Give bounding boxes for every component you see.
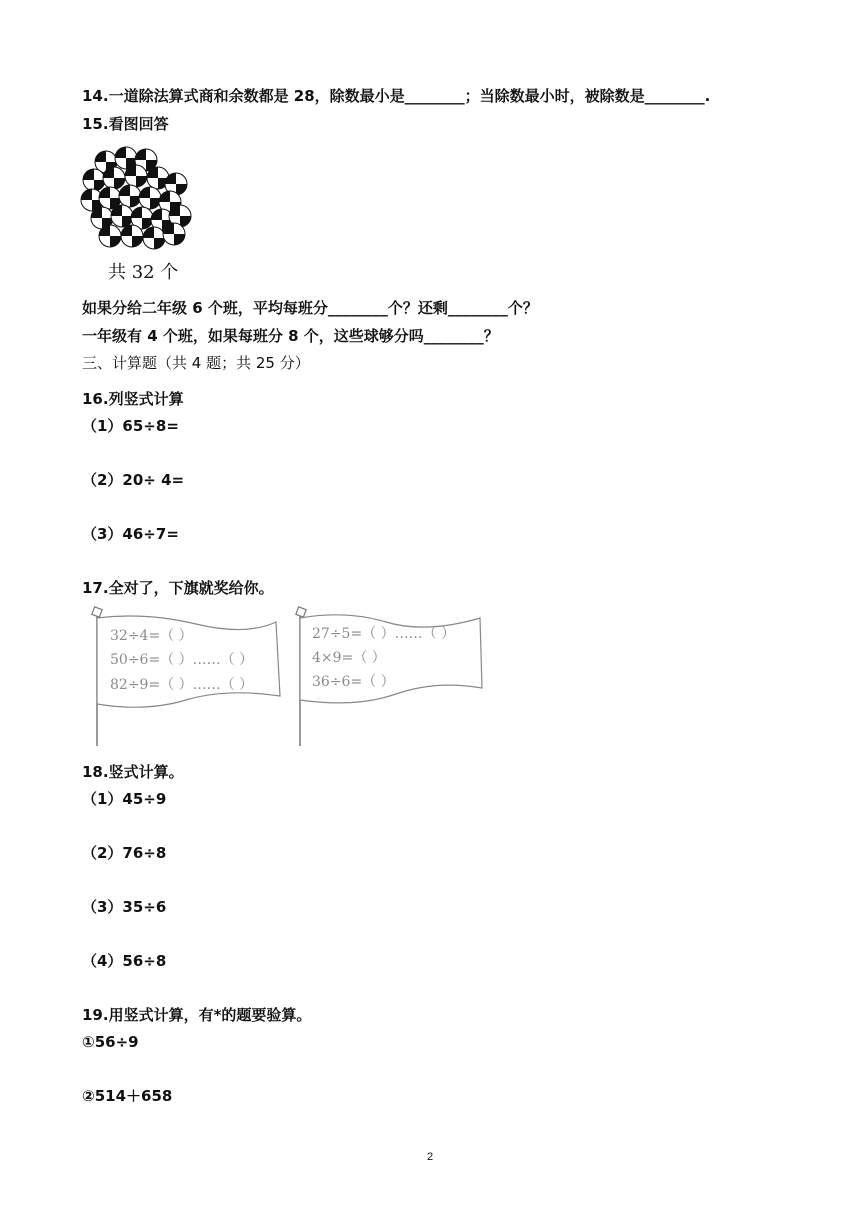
balls-caption: 共 32 个 — [108, 262, 179, 283]
page-number: 2 — [426, 1151, 434, 1163]
question-18-item-3: （3）35÷6 — [82, 898, 167, 916]
flag-right-line-3: 36÷6=（ ） — [312, 674, 395, 690]
question-19-title: 19.用竖式计算，有*的题要验算。 — [82, 1006, 312, 1024]
question-15-title: 15.看图回答 — [82, 115, 169, 133]
question-16-item-2: （2）20÷ 4= — [82, 471, 185, 489]
question-16-item-1: （1）65÷8= — [82, 417, 179, 435]
question-17-title: 17.全对了，下旗就奖给你。 — [82, 579, 274, 597]
question-16-item-3: （3）46÷7= — [82, 525, 179, 543]
flag-right-line-1: 27÷5=（ ）……（ ） — [312, 626, 456, 642]
question-18-item-2: （2）76÷8 — [82, 844, 167, 862]
flags-illustration — [86, 604, 486, 748]
flag-left-line-1: 32÷4=（ ） — [110, 628, 193, 644]
left-flag — [92, 607, 280, 746]
question-16-title: 16.列竖式计算 — [82, 390, 184, 408]
question-18-item-4: （4）56÷8 — [82, 952, 167, 970]
question-19-item-2: ②514＋658 — [82, 1087, 173, 1105]
flag-left-line-3: 82÷9=（ ）……（ ） — [110, 677, 254, 693]
right-flag — [296, 607, 482, 746]
question-15-line1: 如果分给二年级 6 个班，平均每班分________个？还剩________个？ — [82, 299, 538, 317]
question-19-item-1: ①56÷9 — [82, 1033, 139, 1051]
flag-left-line-2: 50÷6=（ ）……（ ） — [110, 652, 254, 668]
section-3-title: 三、计算题（共 4 题；共 25 分） — [82, 354, 310, 372]
question-18-item-1: （1）45÷9 — [82, 790, 167, 808]
question-18-title: 18.竖式计算。 — [82, 763, 184, 781]
flags-image — [86, 604, 486, 748]
question-14: 14.一道除法算式商和余数都是 28，除数最小是________；当除数最小时，被除数是________. — [82, 87, 711, 105]
question-15-line2: 一年级有 4 个班，如果每班分 8 个，这些球够分吗________？ — [82, 327, 499, 345]
flag-right-line-2: 4×9=（ ） — [312, 650, 386, 666]
